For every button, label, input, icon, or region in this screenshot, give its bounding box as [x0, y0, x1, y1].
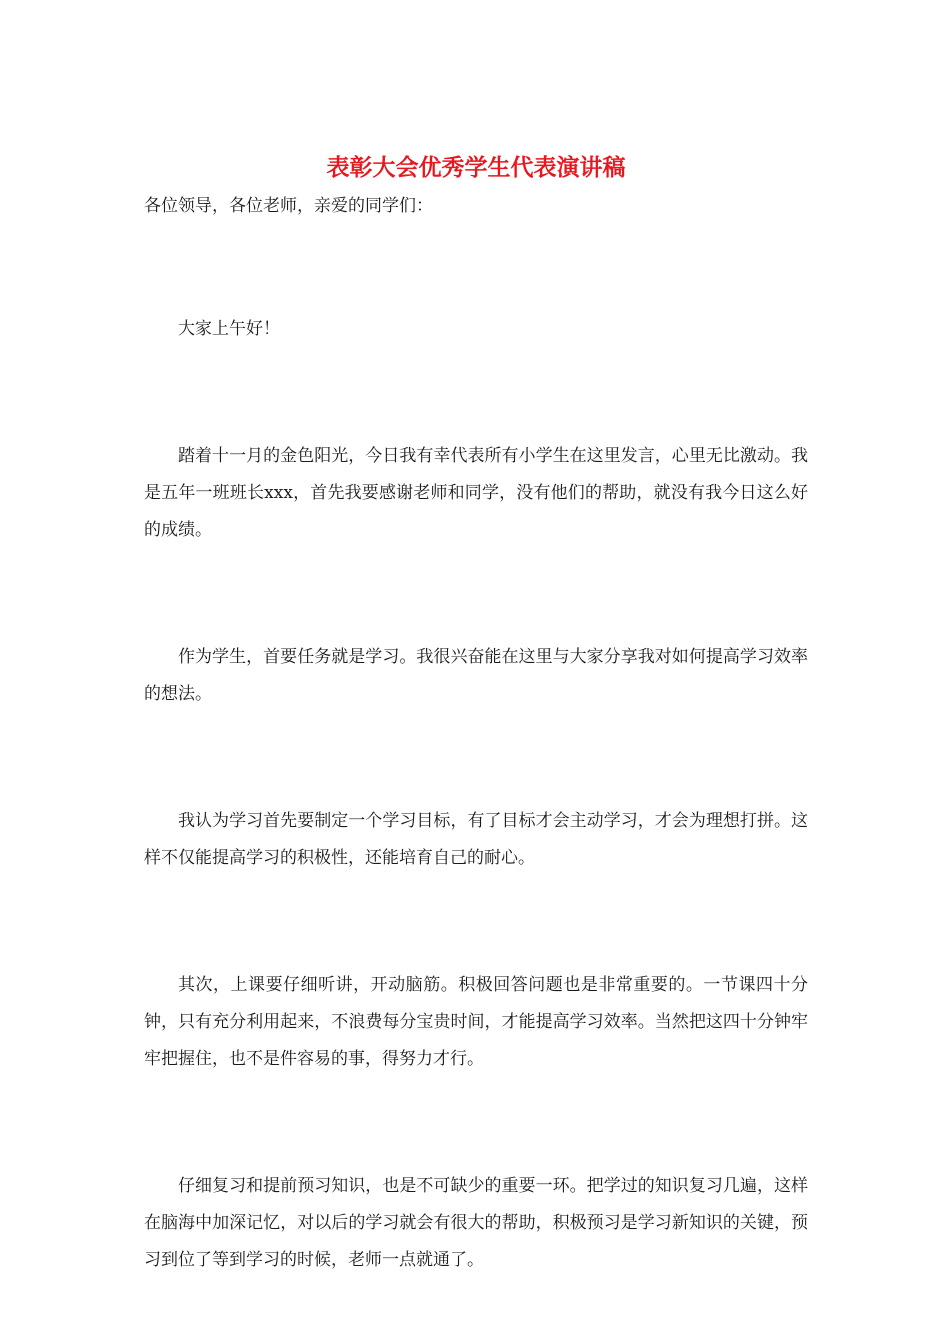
paragraph-topic: 作为学生，首要任务就是学习。我很兴奋能在这里与大家分享我对如何提高学习效率的想法。	[144, 647, 808, 704]
paragraph-gap	[144, 713, 808, 803]
salutation: 各位领导，各位老师，亲爱的同学们：	[144, 196, 433, 216]
document-body	[144, 148, 808, 1279]
paragraph-class-attention: 其次，上课要仔细听讲，开动脑筋。积极回答问题也是非常重要的。一节课四十分钟，只有充分利用起来，不浪费每分宝贵时间，才能提高学习效率。当然把这四十分钟牢牢把握住，也不是件容易的事，得努力才行。	[144, 975, 808, 1069]
document-title: 表彰大会优秀学生代表演讲稿	[326, 154, 626, 181]
paragraph-gap	[144, 549, 808, 639]
paragraph-introduction: 踏着十一月的金色阳光，今日我有幸代表所有小学生在这里发言，心里无比激动。我是五年一班班长xxx，首先我要感谢老师和同学，没有他们的帮助，就没有我今日这么好的成绩。	[144, 446, 808, 540]
paragraph-gap	[144, 225, 808, 311]
paragraph-greeting: 大家上午好！	[178, 319, 280, 339]
paragraph-goals: 我认为学习首先要制定一个学习目标，有了目标才会主动学习，才会为理想打拼。这样不仅能提高学习的积极性，还能培育自己的耐心。	[144, 811, 808, 868]
paragraph-gap	[144, 877, 808, 967]
paragraph-gap	[144, 1078, 808, 1168]
paragraph-review-preview: 仔细复习和提前预习知识，也是不可缺少的重要一环。把学过的知识复习几遍，这样在脑海中加深记忆，对以后的学习就会有很大的帮助，积极预习是学习新知识的关键，预习到位了等到学习的时候，老师一点就通了。	[144, 1176, 808, 1270]
paragraph-gap	[144, 348, 808, 438]
